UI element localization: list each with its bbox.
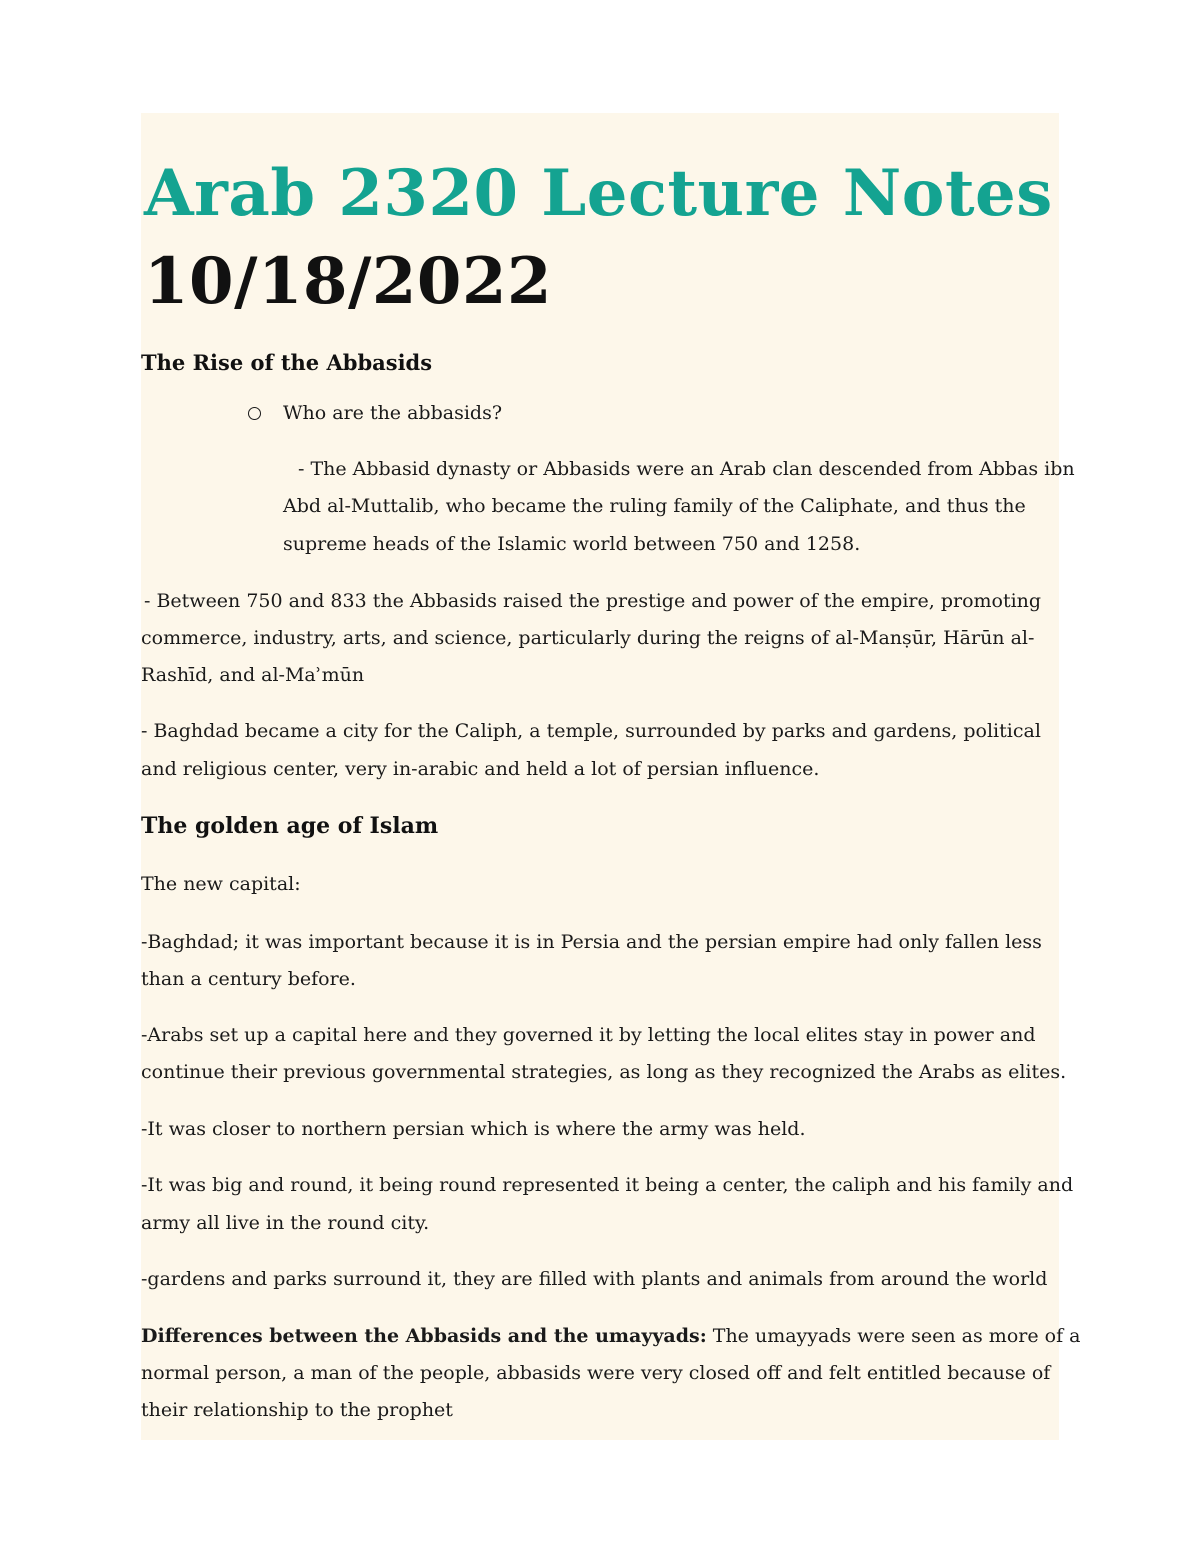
paragraph-line: their relationship to the prophet xyxy=(141,1399,453,1421)
section-heading-rise-of-abbasids: The Rise of the Abbasids xyxy=(141,350,433,375)
paragraph-line: - Baghdad became a city for the Caliph, a temple, surrounded by parks and gardens, political xyxy=(141,720,1041,742)
paragraph-line: - Between 750 and 833 the Abbasids raised the prestige and power of the empire, promoting xyxy=(144,590,1042,612)
document-date: 10/18/2022 xyxy=(144,244,552,319)
paragraph-line: continue their previous governmental strategies, as long as they recognized the Arabs as elites. xyxy=(141,1061,1067,1083)
paragraph-line: Rashīd, and al-Maʾmūn xyxy=(141,664,365,686)
paragraph-line: -Baghdad; it was important because it is in Persia and the persian empire had only fallen less xyxy=(141,931,1042,953)
paragraph-line: -It was closer to northern persian which is where the army was held. xyxy=(141,1118,806,1140)
bullet-question: Who are the abbasids? xyxy=(283,402,503,424)
answer-line: Abd al-Muttalib, who became the ruling family of the Caliphate, and thus the xyxy=(283,495,1026,517)
paragraph-line: and religious center, very in-arabic and held a lot of persian influence. xyxy=(141,758,820,780)
capital-label: The new capital: xyxy=(141,873,301,895)
section-heading-golden-age: The golden age of Islam xyxy=(141,813,439,839)
paragraph-line: -Arabs set up a capital here and they governed it by letting the local elites stay in power and xyxy=(141,1024,1036,1046)
paragraph-line: -It was big and round, it being round represented it being a center, the caliph and his family and xyxy=(141,1174,1074,1196)
differences-text: The umayyads were seen as more of a xyxy=(706,1325,1081,1347)
paragraph-line: than a century before. xyxy=(141,968,356,990)
hollow-circle-bullet-icon xyxy=(248,407,261,420)
answer-line: supreme heads of the Islamic world between 750 and 1258. xyxy=(283,533,861,555)
differences-paragraph-line xyxy=(141,1318,1080,1356)
paragraph-line: -gardens and parks surround it, they are filled with plants and animals from around the world xyxy=(141,1268,1048,1290)
answer-line: - The Abbasid dynasty or Abbasids were an Arab clan descended from Abbas ibn xyxy=(298,458,1075,480)
paragraph-line: normal person, a man of the people, abbasids were very closed off and felt entitled because of xyxy=(141,1362,1051,1384)
paragraph-line: commerce, industry, arts, and science, particularly during the reigns of al-Manṣūr, Hārūn al- xyxy=(141,627,1035,649)
paragraph-line: army all live in the round city. xyxy=(141,1212,430,1234)
document-title: Arab 2320 Lecture Notes xyxy=(144,156,1053,231)
differences-label: Differences between the Abbasids and the umayyads: xyxy=(141,1325,707,1347)
